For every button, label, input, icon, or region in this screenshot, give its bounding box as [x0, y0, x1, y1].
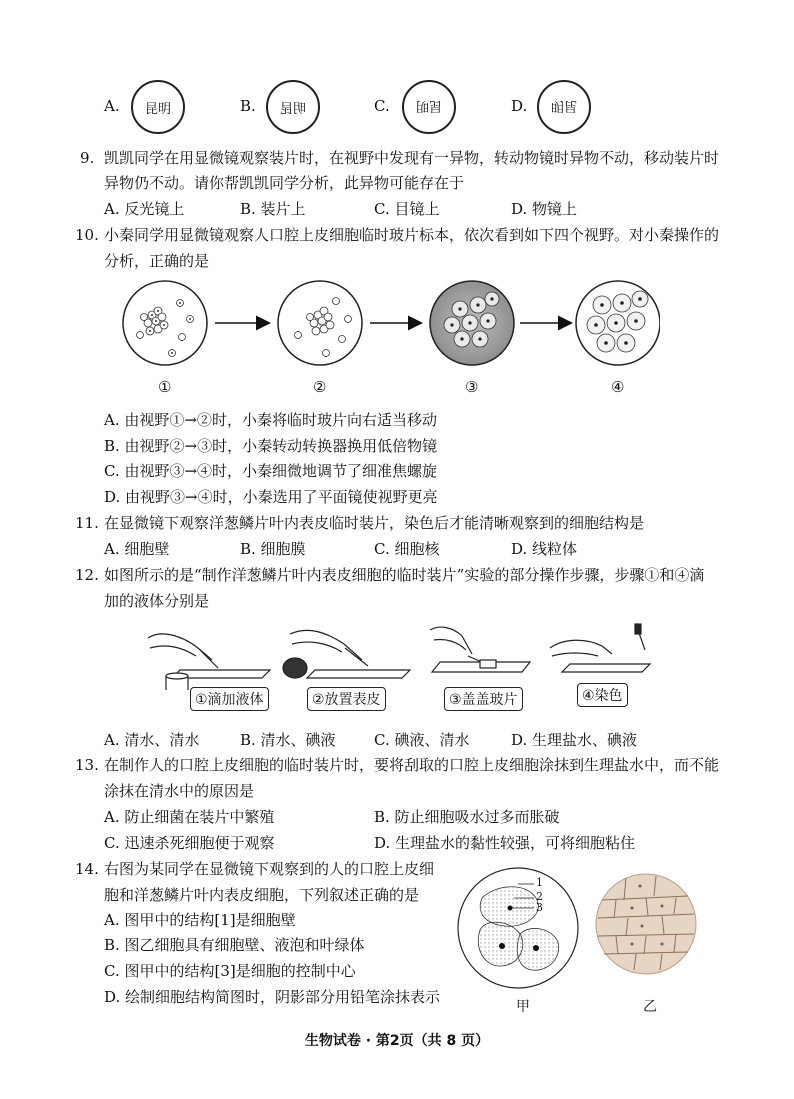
q9-option-a: A. 反光镜上	[104, 200, 185, 218]
q13-option-d: D. 生理盐水的黏性较强，可将细胞粘住	[374, 834, 636, 852]
q11-stem: 在显微镜下观察洋葱鳞片叶内表皮临时装片，染色后才能清晰观察到的细胞结构是	[104, 514, 645, 532]
q9-option-c: C. 目镜上	[374, 200, 440, 218]
view-2-label: ②	[313, 378, 327, 396]
q14-stem-line1: 右图为某同学在显微镜下观察到的人的口腔上皮细	[104, 860, 435, 878]
page-footer: 生物试卷 · 第2页（共 8 页）	[304, 1033, 490, 1049]
figure-yi-label: 乙	[643, 999, 657, 1015]
q8-option-b-letter: B.	[240, 97, 256, 115]
view-1-label: ①	[158, 378, 172, 396]
q12-stem-line1: 如图所示的是“制作洋葱鳞片叶内表皮细胞的临时装片”实验的部分操作步骤，步骤①和④滴	[104, 566, 705, 584]
q8-option-a-text: 昆明	[144, 101, 171, 117]
q9-number: 9.	[80, 149, 95, 167]
q10-option-a: A. 由视野①→②时，小秦将临时玻片向右适当移动	[104, 411, 437, 429]
q11-option-b: B. 细胞膜	[240, 540, 306, 558]
q12-option-d: D. 生理盐水、碘液	[511, 731, 638, 749]
q14-option-b: B. 图乙细胞具有细胞壁、液泡和叶绿体	[104, 936, 365, 954]
q8-option-c-letter: C.	[374, 97, 390, 115]
view-4-label: ④	[611, 378, 625, 396]
step-2-label: ②放置表皮	[307, 687, 386, 711]
q14-stem-line2: 胞和洋葱鳞片叶内表皮细胞，下列叙述正确的是	[104, 886, 420, 904]
q8-option-a-figure	[131, 80, 185, 134]
q14-cell-figures	[456, 862, 698, 996]
q10-option-c: C. 由视野③→④时，小秦细微地调节了细准焦螺旋	[104, 462, 438, 480]
q12-option-c: C. 碘液、清水	[374, 731, 470, 749]
structure-label-3: 3	[536, 901, 543, 914]
q9-stem-line1: 凯凯同学在用显微镜观察装片时，在视野中发现有一异物，转动物镜时异物不动，移动装片时	[104, 149, 720, 167]
figure-jia-label: 甲	[516, 999, 530, 1015]
q13-stem-line1: 在制作人的口腔上皮细胞的临时装片时，要将刮取的口腔上皮细胞涂抹到生理盐水中，而不能	[104, 756, 720, 774]
q10-stem-line1: 小秦同学用显微镜观察人口腔上皮细胞临时玻片标本，依次看到如下四个视野。对小秦操作的	[104, 226, 720, 244]
q10-microscope-views	[120, 275, 660, 375]
q12-stem-line2: 加的液体分别是	[104, 592, 210, 610]
q13-option-c: C. 迅速杀死细胞便于观察	[104, 834, 275, 852]
q8-option-b-figure	[266, 80, 320, 134]
q13-option-b: B. 防止细胞吸水过多而胀破	[374, 808, 560, 826]
figure-jia	[458, 868, 578, 988]
q8-option-c-figure	[402, 80, 456, 134]
q9-option-b: B. 装片上	[240, 200, 306, 218]
figure-yi	[596, 874, 696, 974]
view-3	[430, 281, 514, 365]
q8-option-d-text: 明昆	[550, 97, 577, 113]
q8-option-a-letter: A.	[104, 97, 120, 115]
q11-number: 11.	[75, 514, 99, 532]
q10-option-b: B. 由视野②→③时，小秦转动转换器换用低倍物镜	[104, 437, 438, 455]
q13-stem-line2: 涂抹在清水中的原因是	[104, 782, 255, 800]
structure-label-2: 2	[536, 890, 543, 903]
q9-stem-line2: 异物仍不动。请你帮凯凯同学分析，此异物可能存在于	[104, 174, 465, 192]
view-1	[123, 281, 207, 365]
q8-option-b-text: 明昆	[279, 101, 306, 117]
q12-option-a: A. 清水、清水	[104, 731, 200, 749]
q14-option-c: C. 图甲中的结构[3]是细胞的控制中心	[104, 962, 356, 980]
step-3-label: ③盖盖玻片	[444, 687, 523, 711]
q11-option-a: A. 细胞壁	[104, 540, 170, 558]
q12-procedure-illustration	[140, 620, 660, 690]
q13-option-a: A. 防止细菌在装片中繁殖	[104, 808, 275, 826]
q11-option-c: C. 细胞核	[374, 540, 440, 558]
q8-option-d-figure	[537, 80, 591, 134]
q10-option-d: D. 由视野③→④时，小秦选用了平面镜使视野更亮	[104, 488, 438, 506]
view-3-label: ③	[465, 378, 479, 396]
view-4	[576, 281, 660, 365]
q14-option-d: D. 绘制细胞结构简图时，阴影部分用铅笔涂抹表示	[104, 988, 441, 1006]
q11-option-d: D. 线粒体	[511, 540, 578, 558]
q10-number: 10.	[75, 226, 99, 244]
structure-label-1: 1	[536, 876, 543, 889]
q9-option-d: D. 物镜上	[511, 200, 578, 218]
step-4-label: ④染色	[577, 683, 628, 707]
q8-option-d-letter: D.	[511, 97, 528, 115]
q12-number: 12.	[75, 566, 99, 584]
q8-option-c-text: 昆明	[415, 97, 442, 113]
q13-number: 13.	[75, 756, 99, 774]
view-2	[278, 281, 362, 365]
q14-number: 14.	[75, 860, 99, 878]
step-1-label: ①滴加液体	[190, 687, 269, 711]
q12-option-b: B. 清水、碘液	[240, 731, 336, 749]
q14-option-a: A. 图甲中的结构[1]是细胞壁	[104, 911, 296, 929]
q10-stem-line2: 分析，正确的是	[104, 252, 210, 270]
